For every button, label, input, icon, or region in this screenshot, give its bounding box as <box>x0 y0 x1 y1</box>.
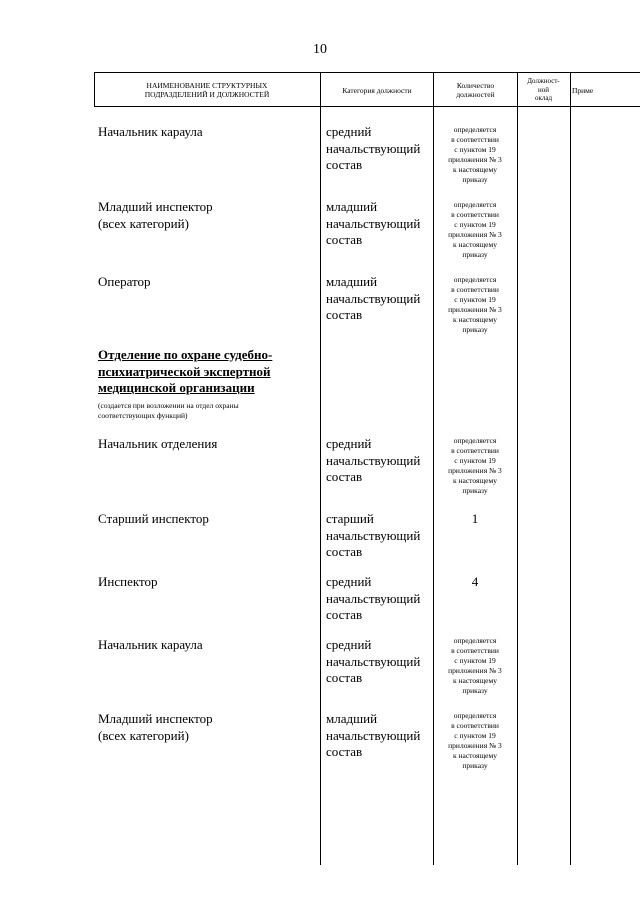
position-name: Инспектор <box>98 574 158 589</box>
position-category: средний начальствующий состав <box>326 637 421 685</box>
position-count: 4 <box>471 574 479 589</box>
position-count: определяется в соответствии с пунктом 19 приложения № 3 к настоящему приказу <box>448 436 502 495</box>
position-name: Младший инспектор (всех категорий) <box>98 711 213 743</box>
column-divider <box>570 72 571 865</box>
position-name: Начальник отделения <box>98 436 218 451</box>
column-divider <box>320 72 321 865</box>
header-note: Приме <box>572 85 594 95</box>
position-category: средний начальствующий состав <box>326 574 421 622</box>
position-category: младший начальствующий состав <box>326 711 421 759</box>
position-count: определяется в соответствии с пунктом 19 приложения № 3 к настоящему приказу <box>448 125 502 184</box>
position-count: определяется в соответствии с пунктом 19 приложения № 3 к настоящему приказу <box>448 711 502 770</box>
position-name: Младший инспектор (всех категорий) <box>98 199 213 231</box>
position-count: определяется в соответствии с пунктом 19 приложения № 3 к настоящему приказу <box>448 275 502 334</box>
header-top-rule <box>94 72 640 73</box>
position-count: определяется в соответствии с пунктом 19 приложения № 3 к настоящему приказу <box>448 636 502 695</box>
position-category: младший начальствующий состав <box>326 199 421 247</box>
header-count: Количество должностей <box>456 81 495 99</box>
column-divider <box>433 72 434 865</box>
page-number: 10 <box>313 42 327 57</box>
position-count: 1 <box>471 511 479 526</box>
header-bottom-rule <box>94 106 640 107</box>
header-category: Категория должности <box>342 85 412 95</box>
position-name: Старший инспектор <box>98 511 209 526</box>
position-category: младший начальствующий состав <box>326 274 421 322</box>
section-title: Отделение по охране судебно- психиатрической экспертной медицинской организации <box>98 347 273 395</box>
position-name: Оператор <box>98 274 151 289</box>
column-divider <box>94 72 95 107</box>
column-divider <box>517 72 518 865</box>
position-category: старший начальствующий состав <box>326 511 421 559</box>
position-name: Начальник караула <box>98 124 203 139</box>
position-name: Начальник караула <box>98 637 203 652</box>
position-category: средний начальствующий состав <box>326 124 421 172</box>
position-category: средний начальствующий состав <box>326 436 421 484</box>
header-name: НАИМЕНОВАНИЕ СТРУКТУРНЫХ ПОДРАЗДЕЛЕНИЙ И ДОЛЖНОСТЕЙ <box>144 81 270 99</box>
section-note: (создается при возложении на отдел охраны соответствующих функций) <box>98 401 239 420</box>
position-count: определяется в соответствии с пунктом 19 приложения № 3 к настоящему приказу <box>448 200 502 259</box>
header-salary: Должност- ной оклад <box>527 77 560 103</box>
